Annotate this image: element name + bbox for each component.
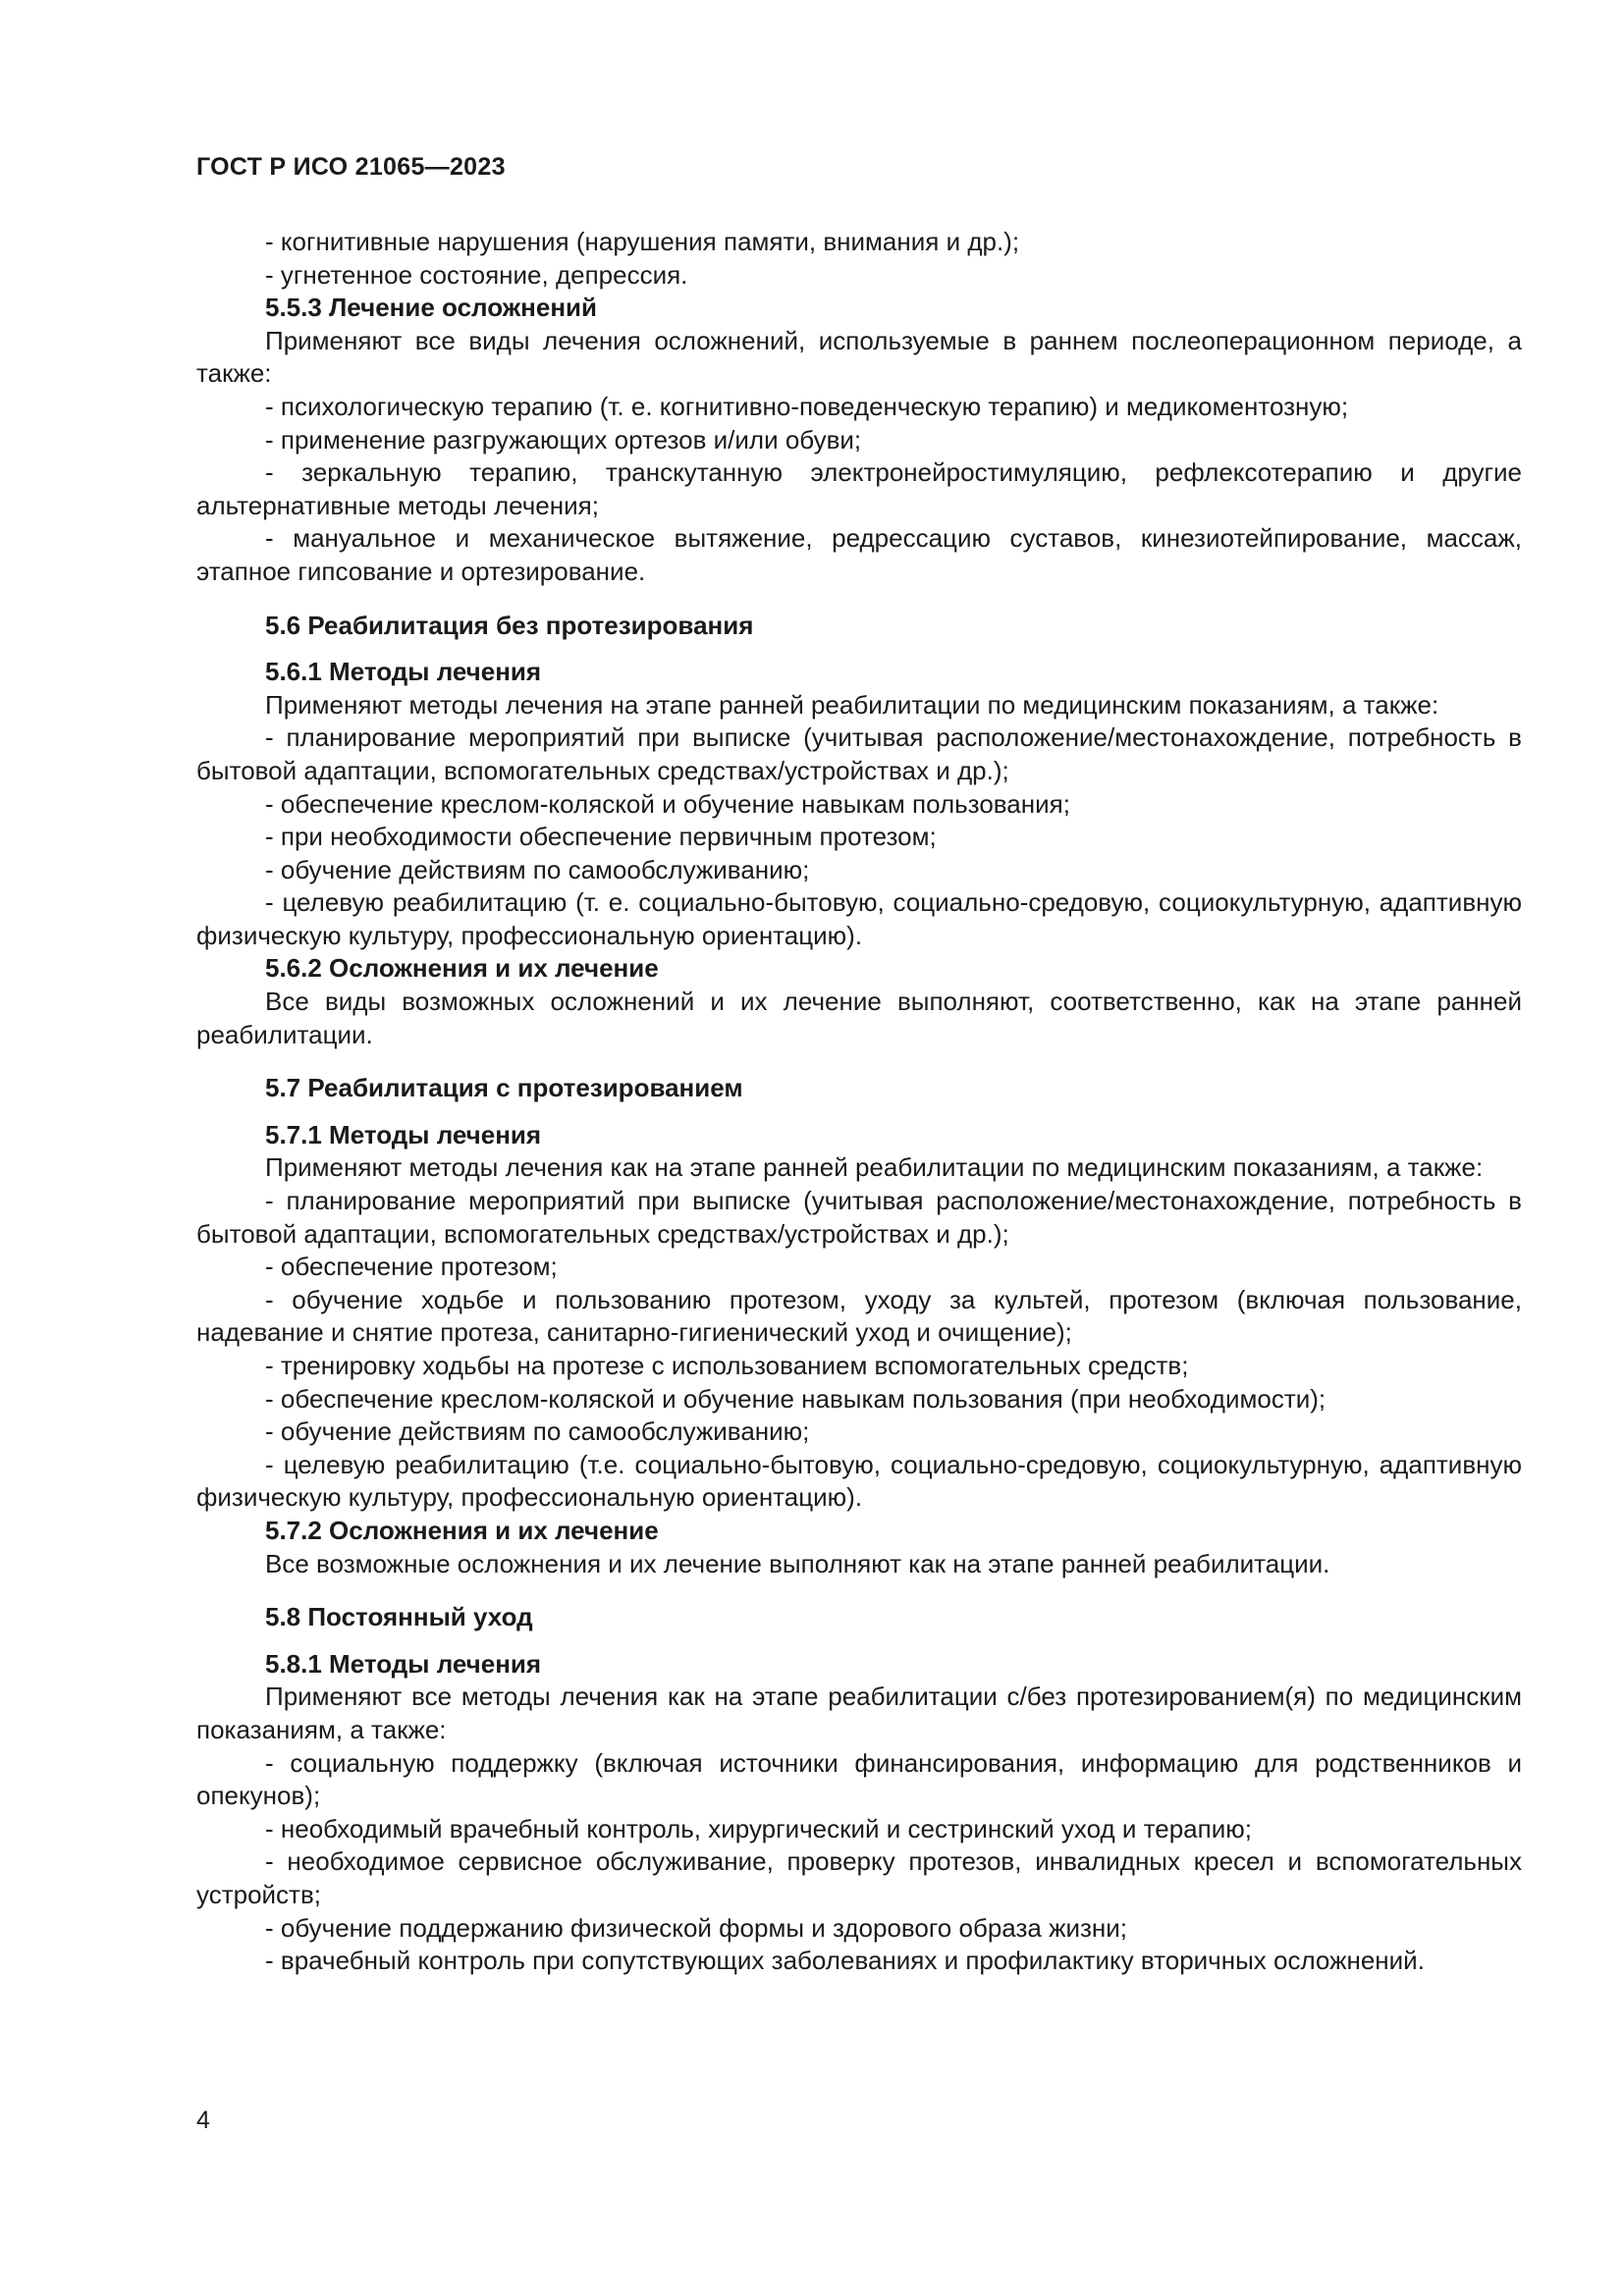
paragraph: Применяют методы лечения на этапе ранней реабилитации по медицинским показаниям, а также: <box>265 689 1439 720</box>
paragraph: Все виды возможных осложнений и их лечение выполняют, соответственно, как на этапе ранней реабилитации. <box>196 987 1522 1049</box>
list-item: - врачебный контроль при сопутствующих заболеваниях и профилактику вторичных осложнений. <box>265 1946 1425 1976</box>
list-item: - зеркальную терапию, транскутанную электронейростимуляцию, рефлексотерапию и другие альтернативные методы лечения; <box>196 457 1522 520</box>
list-item: - обеспечение креслом-коляской и обучение навыкам пользования; <box>265 788 1070 819</box>
list-item: - мануальное и механическое вытяжение, редрессацию суставов, кинезиотейпирование, массаж, этапное гипсование и ортезирование. <box>196 523 1522 586</box>
paragraph: Все возможные осложнения и их лечение выполняют как на этапе ранней реабилитации. <box>265 1548 1330 1578</box>
list-item: - когнитивные нарушения (нарушения памяти, внимания и др.); <box>265 227 1020 256</box>
list-item: - необходимый врачебный контроль, хирургический и сестринский уход и терапию; <box>265 1813 1252 1843</box>
list-item: - обучение действиям по самообслуживанию; <box>265 1416 810 1447</box>
paragraph: Применяют все виды лечения осложнений, используемые в раннем послеоперационном периоде, а также: <box>196 325 1522 389</box>
section-heading-5-6: 5.6 Реабилитация без протезирования <box>265 610 754 640</box>
list-item: - применение разгружающих ортезов и/или обуви; <box>265 424 862 454</box>
section-heading-5-7: 5.7 Реабилитация с протезированием <box>265 1073 743 1103</box>
subsection-heading-5-6-2: 5.6.2 Осложнения и их лечение <box>265 953 659 984</box>
standard-header: ГОСТ Р ИСО 21065—2023 <box>196 153 506 181</box>
subsection-heading-5-6-1: 5.6.1 Методы лечения <box>265 657 542 687</box>
list-item: - планирование мероприятий при выписке (учитывая расположение/местонахождение, потребность в бытовой адаптации, вспомогательных средствах/устройствах и др.); <box>196 1186 1522 1249</box>
list-item: - психологическую терапию (т. е. когнитивно-поведенческую терапию) и медикоментозную; <box>265 391 1349 421</box>
list-item: - обучение ходьбе и пользованию протезом, уходу за культей, протезом (включая пользование, надевание и снятие протеза, санитарно-гигиенический уход и очищение); <box>196 1284 1522 1348</box>
list-item: - социальную поддержку (включая источники финансирования, информацию для родственников и опекунов); <box>196 1747 1522 1811</box>
section-heading-5-8: 5.8 Постоянный уход <box>265 1602 533 1632</box>
list-item: - тренировку ходьбы на протезе с использованием вспомогательных средств; <box>265 1351 1189 1380</box>
list-item: - целевую реабилитацию (т.е. социально-бытовую, социально-средовую, социокультурную, адаптивную физическую культуру, профессиональную ориентацию). <box>196 1449 1522 1513</box>
list-item: - планирование мероприятий при выписке (учитывая расположение/местонахождение, потребность в бытовой адаптации, вспомогательных средствах/устройствах и др.); <box>196 722 1522 785</box>
document-body <box>196 226 1522 1978</box>
subsection-heading-5-5-3: 5.5.3 Лечение осложнений <box>265 293 598 323</box>
subsection-heading-5-8-1: 5.8.1 Методы лечения <box>265 1648 542 1679</box>
list-item: - обучение действиям по самообслуживанию; <box>265 854 810 884</box>
list-item: - необходимое сервисное обслуживание, проверку протезов, инвалидных кресел и вспомогательных устройств; <box>196 1846 1522 1909</box>
list-item: - обучение поддержанию физической формы и здорового образа жизни; <box>265 1912 1128 1943</box>
paragraph: Применяют все методы лечения как на этапе реабилитации с/без протезированием(я) по медицинским показаниям, а также: <box>196 1682 1522 1744</box>
list-item: - при необходимости обеспечение первичным протезом; <box>265 822 937 852</box>
list-item: - угнетенное состояние, депрессия. <box>265 259 688 290</box>
page-number: 4 <box>196 2107 210 2134</box>
paragraph: Применяют методы лечения как на этапе ранней реабилитации по медицинским показаниям, а также: <box>265 1152 1484 1183</box>
subsection-heading-5-7-2: 5.7.2 Осложнения и их лечение <box>265 1515 659 1545</box>
list-item: - обеспечение креслом-коляской и обучение навыкам пользования (при необходимости); <box>265 1383 1326 1414</box>
list-item: - целевую реабилитацию (т. е. социально-бытовую, социально-средовую, социокультурную, адаптивную физическую культуру, профессиональную ориентацию). <box>196 887 1522 950</box>
list-item: - обеспечение протезом; <box>265 1252 558 1282</box>
subsection-heading-5-7-1: 5.7.1 Методы лечения <box>265 1119 542 1149</box>
